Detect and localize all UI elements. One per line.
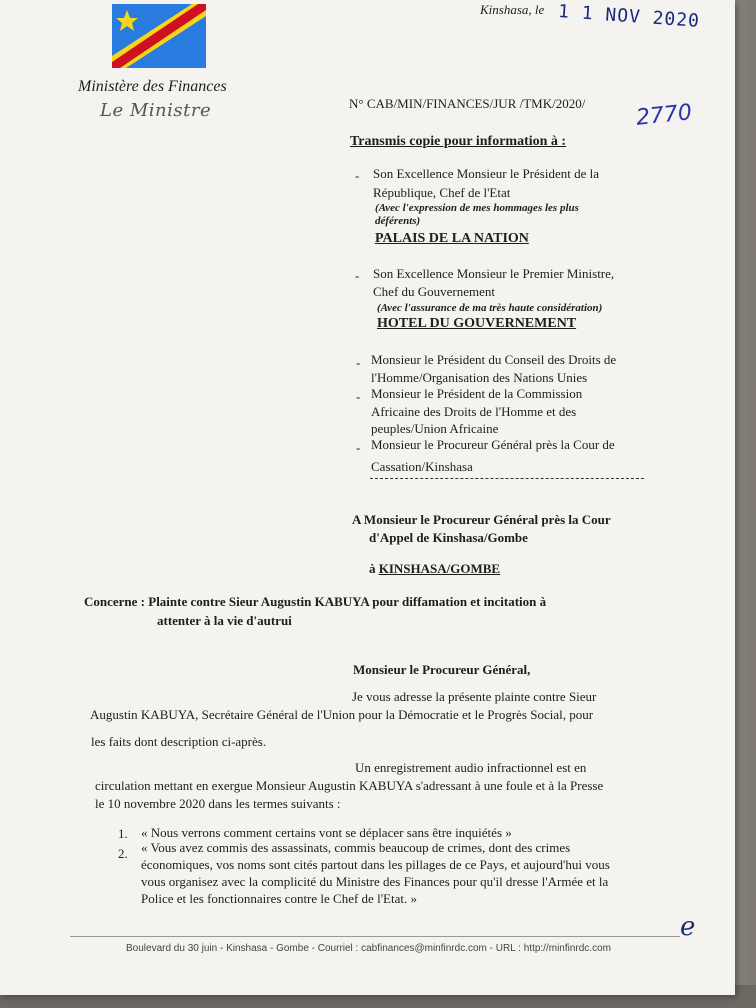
body-line: Augustin KABUYA, Secrétaire Général de l'Union pour la Démocratie et le Progrès Social, pour (90, 707, 594, 722)
reference-number: N° CAB/MIN/FINANCES/JUR /TMK/2020/ (349, 96, 586, 111)
copy-line: Son Excellence Monsieur le Premier Ministre, (373, 266, 615, 281)
body-line: Un enregistrement audio infractionnel est en (355, 760, 587, 775)
copy-line: Monsieur le Procureur Général près la Cour de (371, 437, 615, 452)
recipient-line: A Monsieur le Procureur Général près la Cour (352, 512, 611, 527)
quote-line: vous organisez avec la complicité du Ministre des Finances pour qu'il dresse l'Armée et la (141, 874, 609, 889)
quote-line: « Vous avez commis des assassinats, commis beaucoup de crimes, dont des crimes (141, 840, 571, 855)
minister-title: Le Ministre (100, 100, 212, 121)
copy-line: Monsieur le Président du Conseil des Droits de (371, 352, 617, 367)
copy-place: HOTEL DU GOUVERNEMENT (377, 316, 577, 331)
body-line: le 10 novembre 2020 dans les termes suivants : (95, 796, 341, 811)
bullet-dash: - (355, 268, 360, 283)
copy-place: PALAIS DE LA NATION (375, 231, 529, 246)
body-line: Je vous adresse la présente plainte contre Sieur (352, 689, 597, 704)
copies-title: Transmis copie pour information à : (350, 134, 567, 149)
footer-divider (70, 936, 680, 937)
bullet-dash: - (356, 440, 361, 455)
copy-line: peuples/Union Africaine (371, 421, 499, 436)
copy-note: déférents) (375, 215, 421, 227)
copy-line: Chef du Gouvernement (373, 284, 496, 299)
handwritten-initial: e (680, 912, 696, 942)
copy-line: Africaine des Droits de l'Homme et des (371, 404, 577, 419)
ministry-name: Ministère des Finances (78, 78, 227, 95)
bullet-dash: - (355, 168, 360, 183)
list-number: 2. (118, 846, 128, 861)
place-date-label: Kinshasa, le (480, 2, 545, 17)
quote-line: Police et les fonctionnaires contre le Chef de l'Etat. » (141, 891, 417, 906)
quote-line: économiques, vos noms sont cités partout dans les pillages de ce Pays, et aujourd'hui vous (141, 857, 610, 872)
separator-dashed (370, 478, 644, 479)
footer-address: Boulevard du 30 juin - Kinshasa - Gombe - Courriel : cabfinances@minfinrdc.com - URL : http://minfinrdc.com (126, 943, 611, 954)
recipient-place-name: KINSHASA/GOMBE (378, 561, 501, 576)
recipient-place-prefix: à (369, 561, 379, 576)
drc-flag-icon (112, 4, 206, 68)
copy-line: République, Chef de l'Etat (373, 185, 511, 200)
bullet-dash: - (356, 389, 361, 404)
quote-line: « Nous verrons comment certains vont se déplacer sans être inquiétés » (141, 825, 512, 840)
salutation: Monsieur le Procureur Général, (353, 662, 531, 677)
copy-line: Cassation/Kinshasa (371, 459, 473, 474)
copy-line: Son Excellence Monsieur le Président de la (373, 166, 599, 181)
copy-note: (Avec l'expression de mes hommages les plus (375, 202, 579, 214)
recipient-line: d'Appel de Kinshasa/Gombe (369, 530, 528, 545)
recipient-place (369, 561, 500, 577)
subject-line: Concerne : Plainte contre Sieur Augustin KABUYA pour diffamation et incitation à (84, 594, 547, 609)
date-stamp: 1 1 NOV 2020 (557, 1, 701, 32)
reference-handwritten: 2770 (634, 100, 694, 131)
body-line: circulation mettant en exergue Monsieur Augustin KABUYA s'adressant à une foule et à la Presse (95, 778, 604, 793)
bullet-dash: - (356, 355, 361, 370)
subject-line: attenter à la vie d'autrui (157, 613, 292, 628)
copy-note: (Avec l'assurance de ma très haute considération) (377, 302, 603, 314)
copy-line: l'Homme/Organisation des Nations Unies (371, 370, 588, 385)
copy-line: Monsieur le Président de la Commission (371, 386, 583, 401)
list-number: 1. (118, 826, 128, 841)
body-line: les faits dont description ci-après. (91, 734, 267, 749)
